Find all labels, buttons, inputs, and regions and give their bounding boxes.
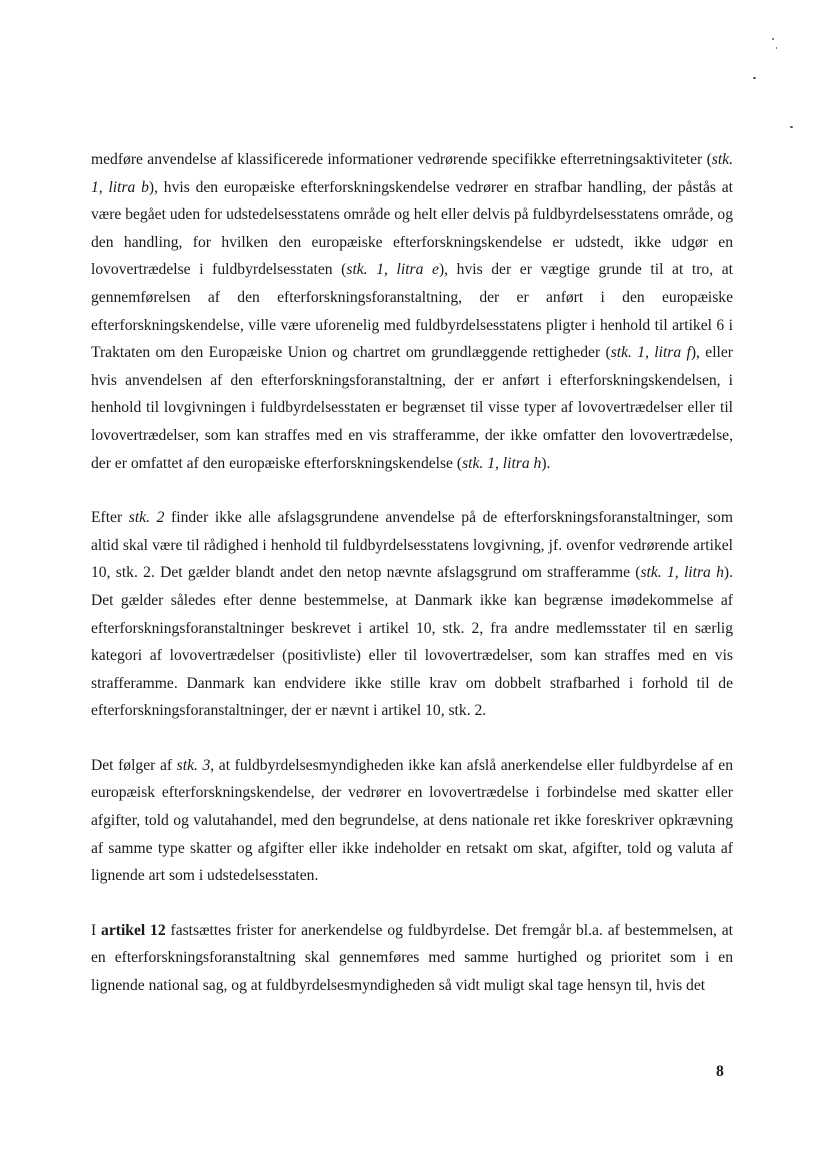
italic-reference: stk. 1, litra f (610, 344, 691, 362)
italic-reference: stk. 1, litra b (91, 151, 733, 196)
scan-speck (790, 126, 793, 128)
italic-reference: stk. 2 (128, 509, 165, 527)
italic-reference: stk. 1, litra e (346, 261, 439, 279)
bold-reference: artikel 12 (101, 921, 166, 939)
paragraph-4: I artikel 12 fastsættes frister for anerkendelse og fuldbyrdelse. Det fremgår bl.a. af bestemmelsen, at en efterforskningsforanstaltning skal gennemføres med samme hurtighed og prioritet som i en lignende national sag, og at fuldbyrdelsesmyndigheden så vidt muligt skal tage hensyn til, hvis det (91, 921, 733, 995)
italic-reference: stk. 3 (176, 756, 211, 774)
page-body (91, 146, 733, 1000)
page-number: 8 (716, 1063, 724, 1080)
scan-speck (772, 38, 774, 40)
scan-speck (753, 77, 756, 79)
scan-speck (776, 47, 777, 49)
paragraph-2: Efter stk. 2 finder ikke alle afslagsgrundene anvendelse på de efterforskningsforanstaltninger, som altid skal være til rådighed i henhold til fuldbyrdelsesstatens lovgivning, jf. ovenfor vedrørende artikel 10, stk. 2. Det gælder blandt andet den netop nævnte afslagsgrund om strafferamme (stk. 1, litra h). Det gælder således efter denne bestemmelse, at Danmark ikke kan begrænse imødekommelse af efterforskningsforanstaltninger beskrevet i artikel 10, stk. 2, fra andre medlemsstater til en særlig kategori af lovovertrædelser (positivliste) eller til lovovertrædelser, som kan straffes med en vis strafferamme. Danmark kan endvidere ikke stille krav om dobbelt strafbarhed i forhold til de efterforskningsforanstaltninger, der er nævnt i artikel 10, stk. 2. (91, 509, 733, 720)
italic-reference: stk. 1, litra h (640, 564, 724, 582)
paragraph-1: medføre anvendelse af klassificerede informationer vedrørende specifikke efterretningsaktiviteter (stk. 1, litra b), hvis den europæiske efterforskningskendelse vedrører en strafbar handling, der påstås at være begået uden for udstedelsesstatens område og helt eller delvis på fuldbyrdelsesstatens område, og den handling, for hvilken den europæiske efterforskningskendelse er udstedt, ikke udgør en lovovertrædelse i fuldbyrdelsesstaten (stk. 1, litra e), hvis der er vægtige grunde til at tro, at gennemførelsen af den efterforskningsforanstaltning, der er anført i den europæiske efterforskningskendelse, ville være uforenelig med fuldbyrdelsesstatens pligter i henhold til artikel 6 i Traktaten om den Europæiske Union og chartret om grundlæggende rettigheder (stk. 1, litra f), eller hvis anvendelsen af den efterforskningsforanstaltning, der er anført i efterforskningskendelsen, i henhold til lovgivningen i fuldbyrdelsesstaten er begrænset til visse typer af lovovertrædelser eller til lovovertrædelser, som kan straffes med en vis strafferamme, der ikke omfatter den lovovertrædelse, der er omfattet af den europæiske efterforskningskendelse (stk. 1, litra h). (91, 151, 733, 472)
italic-reference: stk. 1, litra h (462, 454, 542, 472)
paragraph-3: Det følger af stk. 3, at fuldbyrdelsesmyndigheden ikke kan afslå anerkendelse eller fuldbyrdelse af en europæisk efterforskningskendelse, der vedrører en lovovertrædelse i forbindelse med skatter eller afgifter, told og valutahandel, med den begrundelse, at dens nationale ret ikke foreskriver opkrævning af samme type skatter og afgifter eller ikke indeholder en retsakt om skat, afgifter, told og valuta af lignende art som i udstedelsesstaten. (91, 756, 734, 885)
